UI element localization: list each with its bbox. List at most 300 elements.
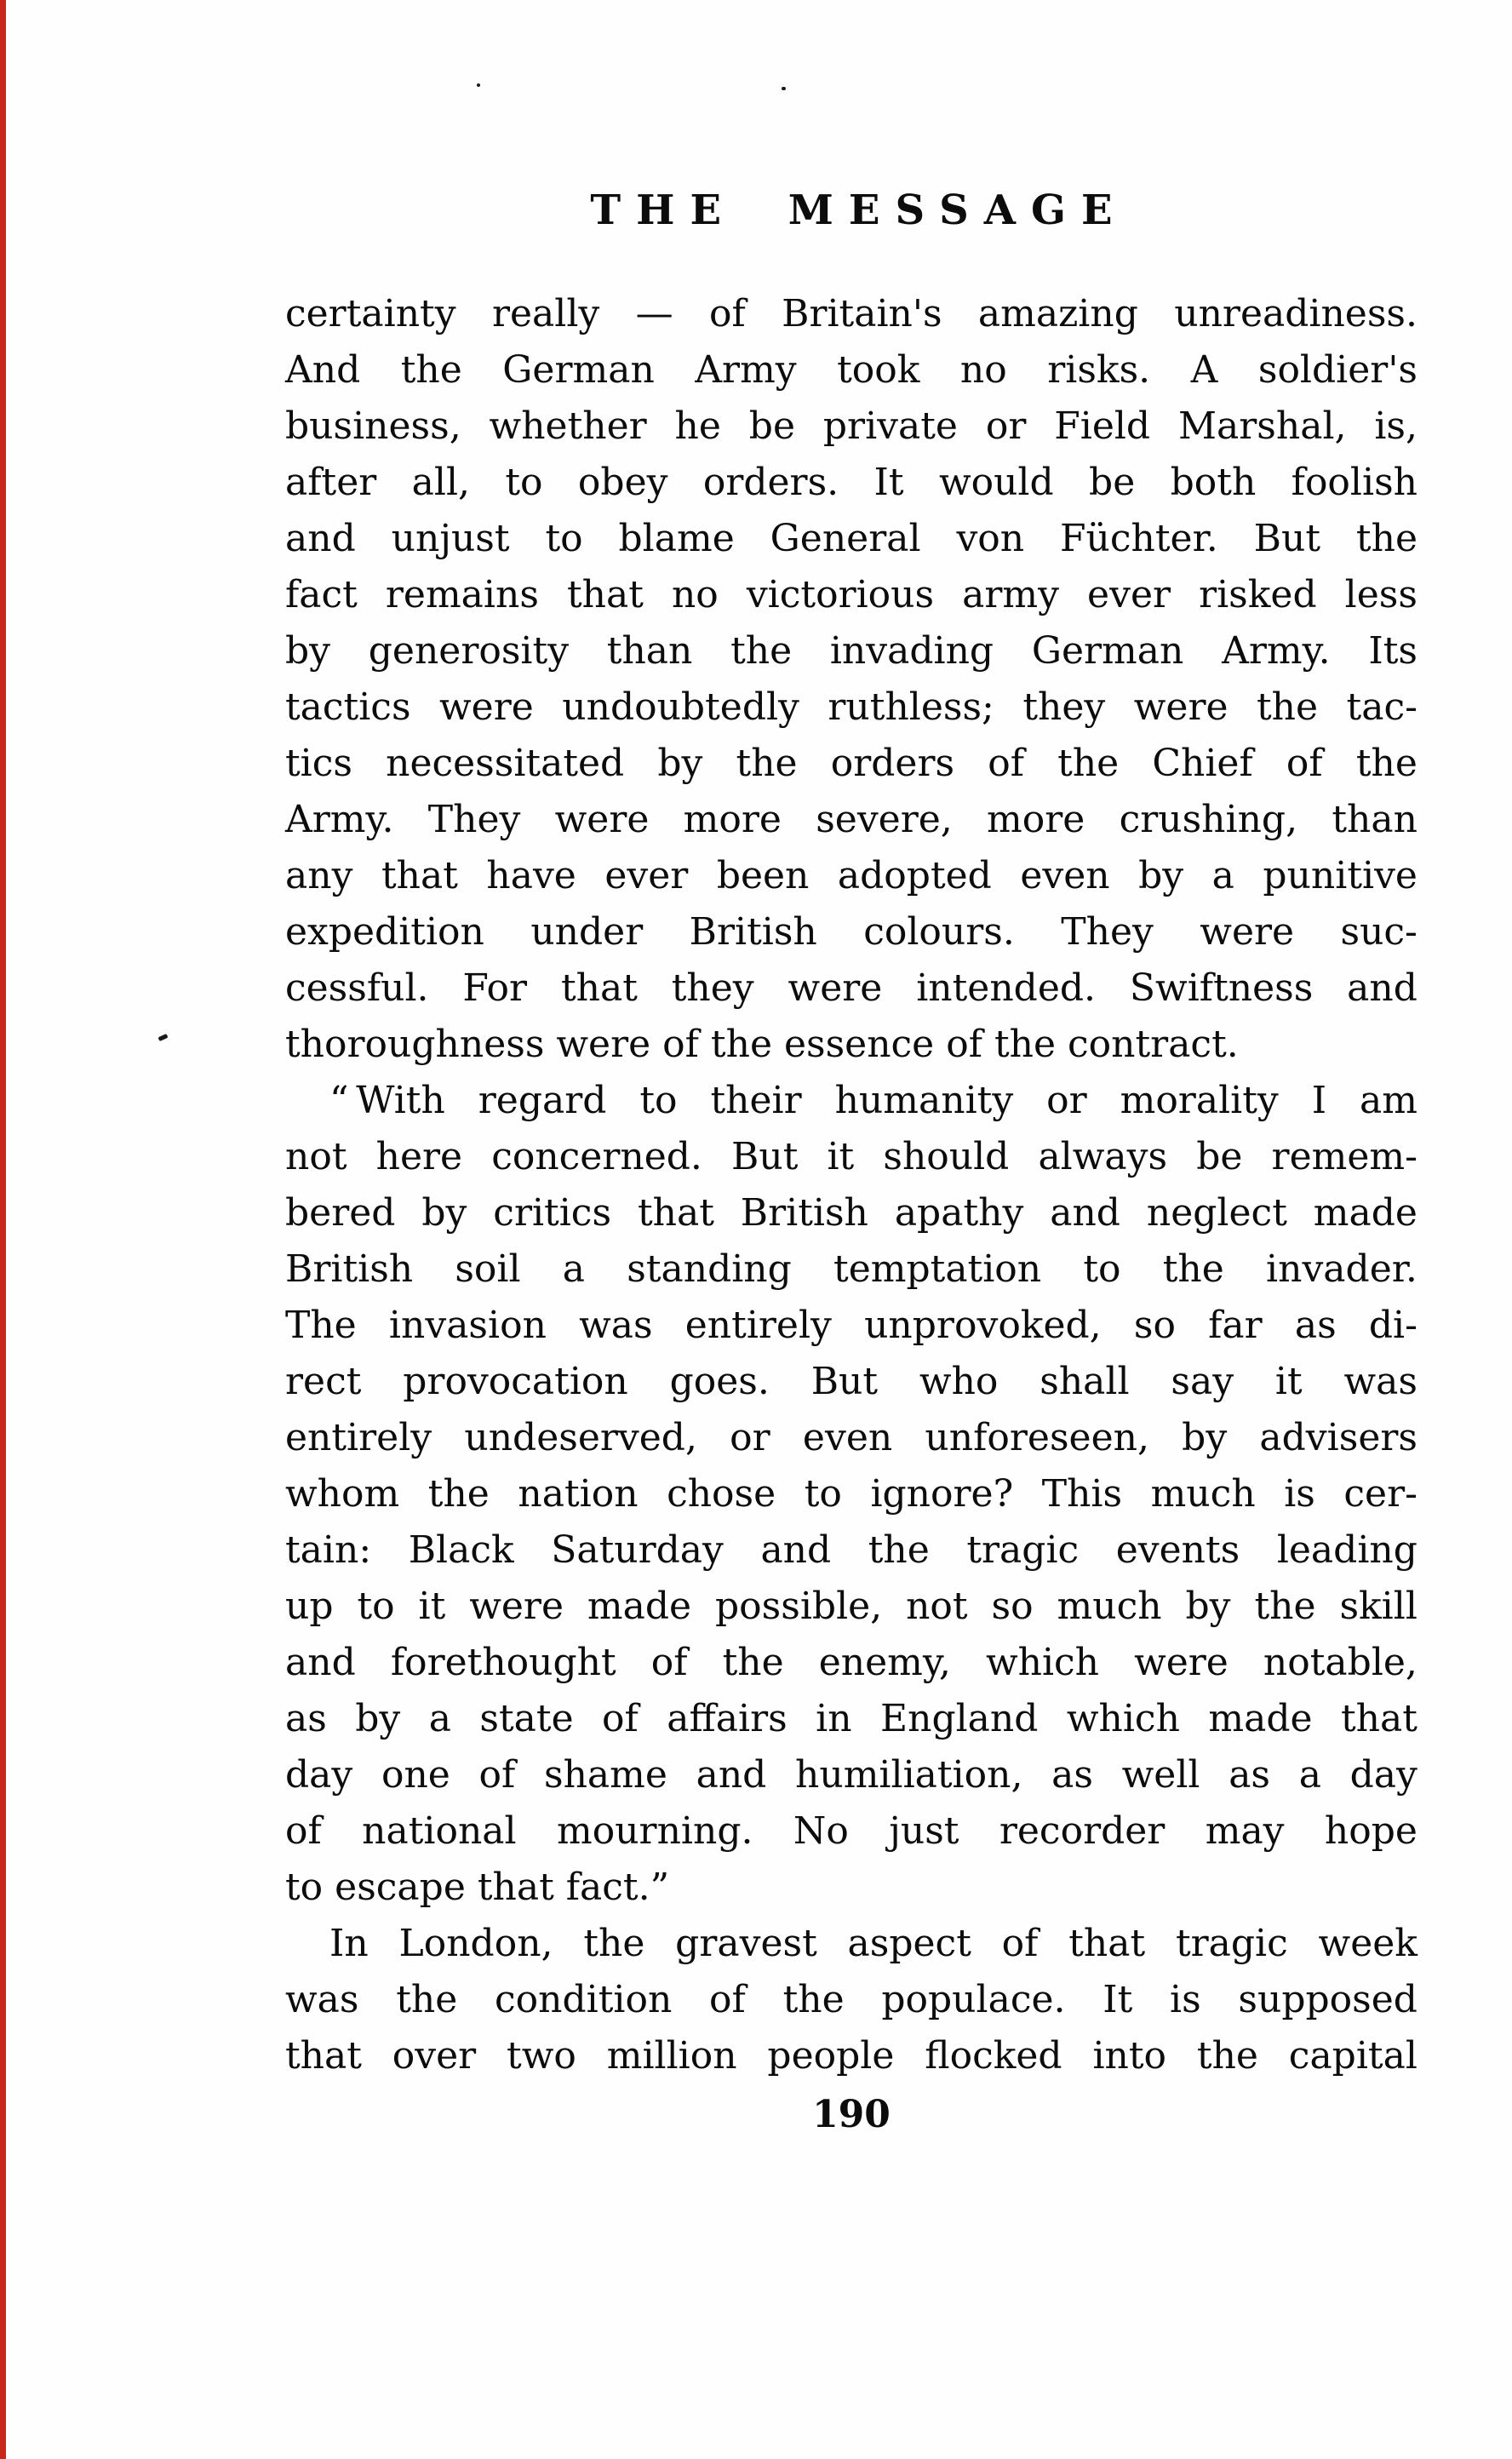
word: were — [439, 685, 534, 729]
word: so — [1133, 1304, 1176, 1347]
text-line — [285, 455, 1418, 511]
word: which — [1066, 1697, 1180, 1740]
text-line — [285, 1354, 1418, 1410]
word: “ With — [329, 1079, 445, 1122]
word: necessitated — [386, 742, 625, 785]
word: the — [1355, 517, 1418, 560]
word: much — [1150, 1472, 1256, 1516]
word: temptation — [833, 1247, 1042, 1291]
word: Füchter. — [1060, 517, 1218, 560]
word: by — [285, 629, 331, 673]
word: bered — [285, 1191, 396, 1235]
word: soldier's — [1257, 348, 1418, 392]
word: much — [1057, 1585, 1162, 1628]
word: state — [479, 1697, 574, 1740]
word: of — [1286, 742, 1323, 785]
word: may — [1205, 1809, 1285, 1853]
word: be — [1196, 1135, 1243, 1178]
word: by — [421, 1191, 467, 1235]
text-line — [285, 1073, 1418, 1129]
word: more — [987, 798, 1085, 841]
word: regard — [478, 1079, 607, 1122]
word: the — [722, 1641, 784, 1684]
word: unreadiness. — [1174, 292, 1418, 335]
word: that — [637, 1191, 714, 1235]
word: their — [710, 1079, 802, 1122]
word: under — [530, 910, 644, 954]
word: flocked — [925, 2034, 1062, 2078]
word: any — [285, 854, 353, 897]
word: private — [822, 404, 958, 448]
word: they — [671, 966, 754, 1010]
word: the — [730, 629, 793, 673]
word: that — [560, 966, 638, 1010]
word: remains — [385, 573, 539, 616]
word: just — [889, 1809, 959, 1853]
word: obey — [577, 461, 668, 504]
word: possible, — [715, 1585, 883, 1628]
text-line — [285, 1972, 1418, 2028]
word: than — [606, 629, 693, 673]
word: it — [827, 1135, 855, 1178]
word: million — [606, 2034, 737, 2078]
word: as — [1228, 1753, 1270, 1797]
word: all, — [411, 461, 471, 504]
word: capital — [1288, 2034, 1418, 2078]
word: was — [579, 1304, 653, 1347]
word: of — [709, 1978, 746, 2021]
word: Chief — [1152, 742, 1253, 785]
word: have — [486, 854, 576, 897]
word: It — [873, 461, 904, 504]
text-line — [285, 736, 1418, 792]
word: tain: — [285, 1528, 372, 1572]
word: the — [782, 1978, 845, 2021]
word: made — [1313, 1191, 1418, 1235]
text-line — [285, 1410, 1418, 1466]
text-line — [285, 1241, 1418, 1298]
text-line — [285, 1916, 1418, 1972]
word: as — [1294, 1304, 1337, 1347]
word: This — [1041, 1472, 1123, 1516]
word: Army. — [285, 798, 394, 841]
word: be — [1089, 461, 1136, 504]
word: punitive — [1263, 854, 1418, 897]
word: Britain's — [782, 292, 942, 335]
word: entirely — [285, 1416, 432, 1459]
word: ever — [604, 854, 689, 897]
word: nation — [518, 1472, 639, 1516]
word: shall — [1040, 1360, 1130, 1403]
word: the — [583, 1922, 645, 1965]
word: of — [602, 1697, 639, 1740]
word: and — [1050, 1191, 1120, 1235]
word: as — [285, 1697, 327, 1740]
word: the — [1254, 1585, 1316, 1628]
running-head-title: THE MESSAGE — [590, 186, 1128, 234]
word: Its — [1368, 629, 1418, 673]
word: critics — [493, 1191, 612, 1235]
text-line — [285, 567, 1418, 623]
word: both — [1170, 461, 1257, 504]
word: in — [816, 1697, 852, 1740]
word: a — [1211, 854, 1234, 897]
word: of — [1001, 1922, 1039, 1965]
word: For — [462, 966, 528, 1010]
word: so — [991, 1585, 1034, 1628]
word: But — [1253, 517, 1321, 560]
word: say — [1171, 1360, 1234, 1403]
word: entirely — [684, 1304, 832, 1347]
word: was — [285, 1978, 359, 2021]
word: amazing — [977, 292, 1138, 335]
word: were — [788, 966, 883, 1010]
word: undeserved, — [464, 1416, 697, 1459]
word: soil — [455, 1247, 521, 1291]
word: tactics — [285, 685, 411, 729]
word: undoubtedly — [562, 685, 799, 729]
word: British — [689, 910, 817, 954]
scan-speck — [477, 83, 480, 87]
word: as — [1051, 1753, 1093, 1797]
word: not — [906, 1585, 968, 1628]
word: Field — [1054, 404, 1151, 448]
word: by — [1182, 1416, 1228, 1459]
word: to — [545, 517, 583, 560]
word: than — [1332, 798, 1418, 841]
word: that — [285, 2034, 362, 2078]
word: — — [635, 292, 673, 335]
scan-edge-stripe — [0, 0, 6, 2459]
word: shame — [543, 1753, 667, 1797]
word: here — [375, 1135, 463, 1178]
word: events — [1115, 1528, 1240, 1572]
word: should — [883, 1135, 1010, 1178]
word: the — [1196, 2034, 1258, 2078]
word: invading — [829, 629, 994, 673]
word: invader. — [1266, 1247, 1418, 1291]
text-line — [285, 1185, 1418, 1241]
word: the — [427, 1472, 490, 1516]
word: not — [285, 1135, 347, 1178]
word: skill — [1339, 1585, 1418, 1628]
word: to — [639, 1079, 678, 1122]
word: England — [879, 1697, 1039, 1740]
word: orders — [830, 742, 955, 785]
word: were — [1133, 685, 1228, 729]
word: well — [1121, 1753, 1200, 1797]
word: and — [285, 1641, 356, 1684]
word: day — [285, 1753, 353, 1797]
word: that — [1068, 1922, 1146, 1965]
word: General — [770, 517, 921, 560]
text-line — [285, 623, 1418, 679]
word: Army. — [1222, 629, 1331, 673]
text-line — [285, 1466, 1418, 1522]
word: unforeseen, — [925, 1416, 1149, 1459]
word: supposed — [1238, 1978, 1418, 2021]
word: it — [418, 1585, 446, 1628]
word: They — [427, 798, 521, 841]
text-line — [285, 792, 1418, 848]
word: of — [708, 292, 746, 335]
word: ruthless; — [828, 685, 994, 729]
word: they — [1022, 685, 1106, 729]
word: I — [1311, 1079, 1327, 1122]
word: which — [985, 1641, 1099, 1684]
text-line — [285, 398, 1418, 455]
word: to — [505, 461, 543, 504]
word: populace. — [881, 1978, 1066, 2021]
word: took — [837, 348, 920, 392]
word: two — [507, 2034, 576, 2078]
word: always — [1038, 1135, 1168, 1178]
word: were — [1200, 910, 1295, 954]
body-text — [285, 286, 1418, 2084]
word: enemy, — [818, 1641, 951, 1684]
word: Army — [695, 348, 797, 392]
word: to — [1083, 1247, 1121, 1291]
word: certainty — [285, 292, 456, 335]
word: But — [810, 1360, 879, 1403]
scan-margin-tick — [158, 1034, 168, 1041]
word: blame — [618, 517, 735, 560]
word: tragic — [966, 1528, 1080, 1572]
word: he — [674, 404, 721, 448]
text-line: thoroughness were of the essence of the contract. — [285, 1023, 1239, 1066]
word: and — [696, 1753, 767, 1797]
word: were — [1134, 1641, 1228, 1684]
word: remem- — [1271, 1135, 1418, 1178]
word: national — [362, 1809, 517, 1853]
word: even — [1020, 854, 1110, 897]
word: a — [428, 1697, 451, 1740]
word: Swiftness — [1129, 966, 1314, 1010]
word: been — [716, 854, 810, 897]
word: In — [329, 1922, 369, 1965]
word: or — [1046, 1079, 1087, 1122]
text-line — [285, 1635, 1418, 1691]
word: von — [956, 517, 1025, 560]
text-line — [285, 511, 1418, 567]
word: be — [748, 404, 796, 448]
word: recorder — [999, 1809, 1166, 1853]
word: Black — [408, 1528, 514, 1572]
text-line — [285, 2028, 1418, 2084]
word: British — [740, 1191, 868, 1235]
word: were — [554, 798, 650, 841]
text-line — [285, 848, 1418, 904]
word: or — [985, 404, 1027, 448]
text-line — [285, 679, 1418, 736]
word: notable, — [1263, 1641, 1418, 1684]
word: They — [1061, 910, 1154, 954]
text-line — [285, 1747, 1418, 1803]
word: risked — [1199, 573, 1317, 616]
word: neglect — [1146, 1191, 1287, 1235]
word: risks. — [1047, 348, 1151, 392]
text-line — [285, 960, 1418, 1017]
word: people — [767, 2034, 895, 2078]
word: Saturday — [551, 1528, 724, 1572]
word: whether — [489, 404, 647, 448]
word: whom — [285, 1472, 400, 1516]
word: No — [793, 1809, 849, 1853]
word: victorious — [746, 573, 935, 616]
word: less — [1344, 573, 1418, 616]
word: was — [1343, 1360, 1418, 1403]
word: goes. — [669, 1360, 770, 1403]
word: by — [355, 1697, 401, 1740]
word: Marshal, — [1177, 404, 1347, 448]
word: of — [988, 742, 1024, 785]
word: far — [1208, 1304, 1263, 1347]
word: week — [1318, 1922, 1418, 1965]
word: colours. — [863, 910, 1015, 954]
word: tics — [285, 742, 352, 785]
word: leading — [1276, 1528, 1418, 1572]
text-line — [285, 1691, 1418, 1747]
word: adopted — [837, 854, 992, 897]
word: tac- — [1346, 685, 1418, 729]
word: of — [650, 1641, 688, 1684]
word: over — [392, 2034, 477, 2078]
word: by — [657, 742, 703, 785]
word: humiliation, — [795, 1753, 1023, 1797]
word: German — [502, 348, 655, 392]
text-line — [285, 342, 1418, 398]
word: no — [959, 348, 1007, 392]
word: standing — [627, 1247, 792, 1291]
word: who — [919, 1360, 999, 1403]
word: foolish — [1291, 461, 1418, 504]
word: cessful. — [285, 966, 429, 1010]
word: London, — [398, 1922, 553, 1965]
scan-speck — [782, 87, 786, 90]
word: the — [1162, 1247, 1224, 1291]
word: severe, — [816, 798, 953, 841]
word: were — [469, 1585, 564, 1628]
word: would — [938, 461, 1054, 504]
word: It — [1102, 1978, 1133, 2021]
word: and — [760, 1528, 832, 1572]
word: chose — [667, 1472, 776, 1516]
word: concerned. — [491, 1135, 702, 1178]
text-line — [285, 904, 1418, 960]
word: intended. — [916, 966, 1097, 1010]
word: unprovoked, — [864, 1304, 1102, 1347]
word: generosity — [368, 629, 570, 673]
word: am — [1360, 1079, 1418, 1122]
word: into — [1092, 2034, 1167, 2078]
text-line — [285, 1298, 1418, 1354]
word: of — [285, 1809, 322, 1853]
word: made — [587, 1585, 692, 1628]
word: even — [802, 1416, 893, 1459]
word: no — [671, 573, 719, 616]
word: cer- — [1343, 1472, 1418, 1516]
word: is — [1284, 1472, 1315, 1516]
word: But — [731, 1135, 799, 1178]
word: provocation — [403, 1360, 628, 1403]
word: hope — [1324, 1809, 1418, 1853]
word: to — [357, 1585, 395, 1628]
text-line — [285, 1522, 1418, 1579]
word: day — [1349, 1753, 1418, 1797]
word: a — [562, 1247, 586, 1291]
word: rect — [285, 1360, 362, 1403]
word: by — [1185, 1585, 1231, 1628]
word: really — [491, 292, 600, 335]
word: the — [868, 1528, 930, 1572]
word: that — [566, 573, 644, 616]
word: or — [730, 1416, 770, 1459]
word: a — [1298, 1753, 1321, 1797]
word: and — [285, 517, 356, 560]
word: humanity — [834, 1079, 1014, 1122]
word: aspect — [847, 1922, 971, 1965]
word: affairs — [667, 1697, 788, 1740]
page-number: 190 — [812, 2093, 891, 2136]
word: is, — [1374, 404, 1418, 448]
word: unjust — [391, 517, 510, 560]
word: A — [1190, 348, 1218, 392]
word: And — [285, 348, 361, 392]
word: morality — [1120, 1079, 1279, 1122]
text-line — [285, 1129, 1418, 1185]
word: The — [285, 1304, 357, 1347]
word: ignore? — [870, 1472, 1014, 1516]
word: to — [804, 1472, 842, 1516]
word: the — [1355, 742, 1418, 785]
word: apathy — [894, 1191, 1024, 1235]
text-line — [285, 1803, 1418, 1860]
word: di- — [1368, 1304, 1418, 1347]
word: army — [962, 573, 1059, 616]
text-line: to escape that fact.” — [285, 1866, 670, 1909]
word: the — [400, 348, 462, 392]
word: advisers — [1259, 1416, 1418, 1459]
word: mourning. — [557, 1809, 753, 1853]
word: after — [285, 461, 377, 504]
word: forethought — [390, 1641, 616, 1684]
word: by — [1138, 854, 1184, 897]
word: invasion — [388, 1304, 547, 1347]
word: it — [1274, 1360, 1303, 1403]
word: expedition — [285, 910, 484, 954]
text-line — [285, 1579, 1418, 1635]
word: the — [1257, 685, 1319, 729]
text-line — [285, 286, 1418, 342]
word: ever — [1087, 573, 1171, 616]
word: condition — [495, 1978, 673, 2021]
word: the — [736, 742, 798, 785]
word: that — [381, 854, 458, 897]
word: that — [1340, 1697, 1418, 1740]
word: one — [381, 1753, 450, 1797]
word: is — [1170, 1978, 1201, 2021]
word: tragic — [1175, 1922, 1288, 1965]
word: up — [285, 1585, 334, 1628]
word: and — [1347, 966, 1418, 1010]
word: crushing, — [1119, 798, 1298, 841]
word: of — [478, 1753, 516, 1797]
word: German — [1031, 629, 1184, 673]
word: the — [1057, 742, 1120, 785]
word: made — [1208, 1697, 1313, 1740]
word: more — [683, 798, 782, 841]
word: fact — [285, 573, 358, 616]
